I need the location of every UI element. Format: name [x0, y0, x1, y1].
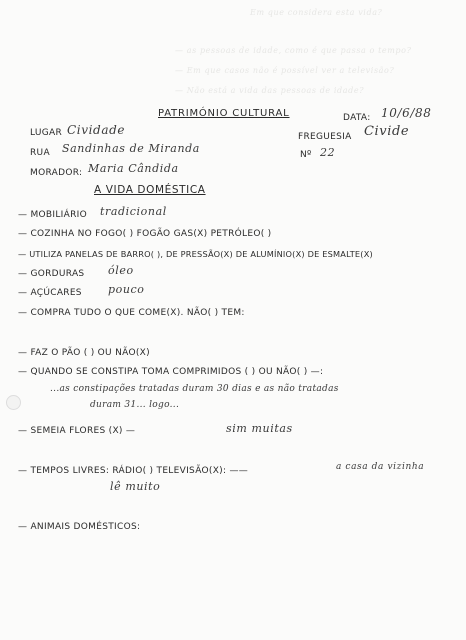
bleed-through-text: [0, 0, 466, 120]
acucares-answer: pouco: [108, 283, 145, 296]
comprimidos-answer-line-1: ...as constipações tratadas duram 30 dias e as não tratadas: [50, 384, 339, 394]
panelas-question: — UTILIZA PANELAS DE BARRO( ), DE PRESSÃO(X) DE ALUMÍNIO(X) DE ESMALTE(X): [18, 249, 373, 259]
comprimidos-question: — QUANDO SE CONSTIPA TOMA COMPRIMIDOS ( ) OU NÃO( ) —:: [18, 367, 324, 377]
mobiliario-answer: tradicional: [100, 205, 167, 218]
tempos-question: — TEMPOS LIVRES: RÁDIO( ) TELEVISÃO(X): ——: [18, 466, 249, 476]
animais-question: — ANIMAIS DOMÉSTICOS:: [18, 522, 141, 532]
flores-answer: sim muitas: [226, 422, 293, 435]
lugar-label: LUGAR: [30, 128, 63, 138]
morador-value: Maria Cândida: [88, 162, 179, 175]
comprimidos-answer-line-2: duram 31... logo...: [90, 400, 180, 410]
ghost-line: — Em que casos não é possível ver a televisão?: [175, 66, 395, 75]
acucares-label: — AÇÚCARES: [18, 288, 82, 298]
flores-question: — SEMEIA FLORES (X) —: [18, 426, 136, 436]
morador-label: MORADOR:: [30, 168, 83, 178]
lugar-value: Cividade: [67, 123, 126, 137]
mobiliario-label: — MOBILIÁRIO: [18, 210, 87, 220]
ghost-line: — Não está a vida das pessoas de idade?: [175, 86, 365, 95]
numero-value: 22: [320, 146, 336, 159]
date-value: 10/6/88: [381, 106, 432, 120]
rua-value: Sandinhas de Miranda: [62, 142, 200, 155]
punch-hole: [6, 395, 21, 410]
tempos-answer-2: lê muito: [110, 480, 161, 493]
rua-label: RUA: [30, 148, 50, 158]
pao-question: — FAZ O PÃO ( ) OU NÃO(X): [18, 348, 150, 358]
gorduras-label: — GORDURAS: [18, 269, 85, 279]
freguesia-label: FREGUESIA: [298, 132, 352, 142]
gorduras-answer: óleo: [108, 264, 134, 277]
date-label: DATA:: [343, 113, 371, 123]
section-title: A VIDA DOMÉSTICA: [94, 184, 206, 196]
numero-label: Nº: [300, 150, 312, 160]
cozinha-question: — COZINHA NO FOGO( ) FOGÃO GAS(X) PETRÓLEO( ): [18, 229, 272, 239]
ghost-line: Em que considera esta vida?: [250, 8, 383, 17]
ghost-line: — as pessoas de idade, como é que passa o tempo?: [175, 46, 412, 55]
page-title: PATRIMÓNIO CULTURAL: [158, 108, 290, 119]
freguesia-value: Civide: [364, 124, 410, 139]
compra-question: — COMPRA TUDO O QUE COME(X). NÃO( ) TEM:: [18, 308, 245, 318]
tempos-answer-1: a casa da vizinha: [336, 462, 425, 472]
